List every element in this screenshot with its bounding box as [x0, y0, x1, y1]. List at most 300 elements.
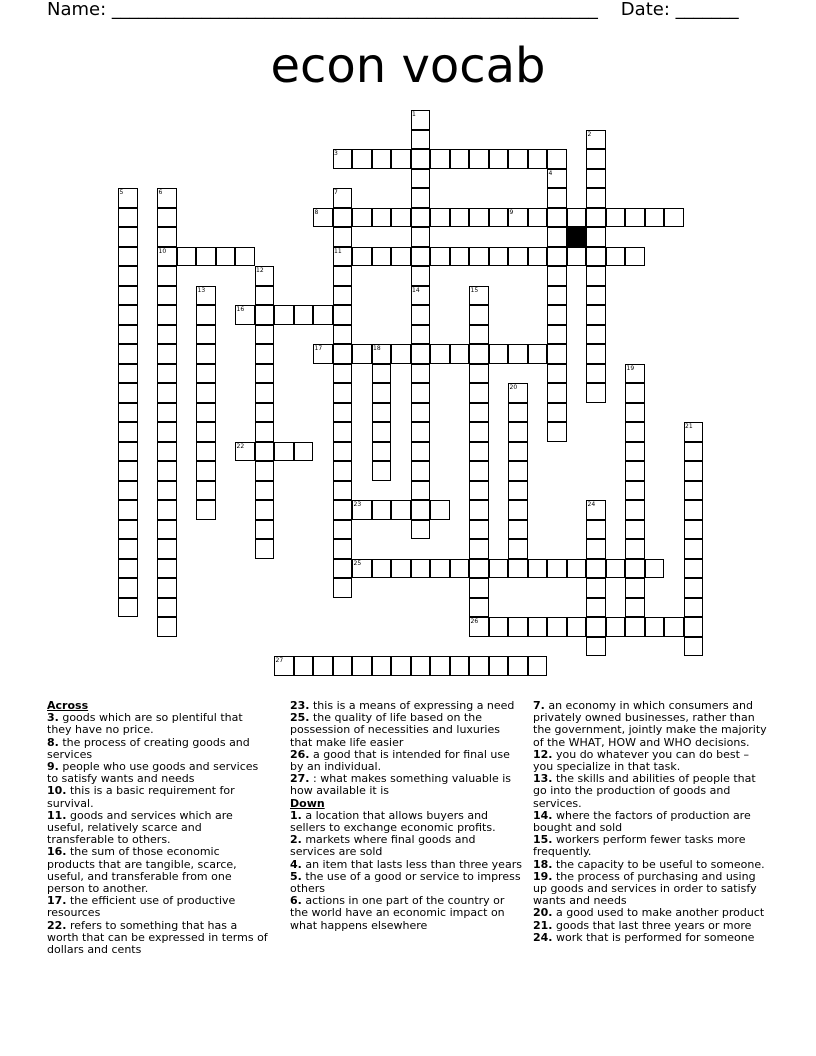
- crossword-cell[interactable]: [255, 325, 275, 345]
- crossword-cell[interactable]: [508, 344, 528, 364]
- clue-text: goods that last three years or more: [552, 918, 752, 932]
- crossword-cell[interactable]: [372, 422, 392, 442]
- crossword-cell[interactable]: [586, 266, 606, 286]
- crossword-cell[interactable]: [508, 442, 528, 462]
- crossword-cell[interactable]: [411, 364, 431, 384]
- crossword-cell[interactable]: [118, 227, 138, 247]
- crossword-cell[interactable]: [255, 481, 275, 501]
- crossword-cell[interactable]: [255, 461, 275, 481]
- crossword-cell[interactable]: [157, 208, 177, 228]
- crossword-cell[interactable]: [586, 598, 606, 618]
- crossword-cell[interactable]: [547, 266, 567, 286]
- crossword-cell[interactable]: [528, 247, 548, 267]
- crossword-cell[interactable]: [450, 344, 470, 364]
- crossword-cell[interactable]: [411, 169, 431, 189]
- crossword-cell[interactable]: [606, 247, 626, 267]
- crossword-cell[interactable]: [586, 344, 606, 364]
- crossword-cell[interactable]: [333, 461, 353, 481]
- crossword-cell[interactable]: [684, 578, 704, 598]
- crossword-cell[interactable]: [157, 598, 177, 618]
- crossword-cell[interactable]: [411, 500, 431, 520]
- crossword-cell[interactable]: [157, 617, 177, 637]
- crossword-cell[interactable]: [118, 442, 138, 462]
- crossword-cell[interactable]: [411, 383, 431, 403]
- crossword-cell[interactable]: [586, 247, 606, 267]
- crossword-cell[interactable]: [333, 520, 353, 540]
- crossword-cell[interactable]: [333, 266, 353, 286]
- crossword-cell[interactable]: [411, 344, 431, 364]
- crossword-cell[interactable]: [255, 344, 275, 364]
- crossword-cell[interactable]: [313, 656, 333, 676]
- crossword-cell[interactable]: [430, 559, 450, 579]
- crossword-cell[interactable]: [411, 208, 431, 228]
- crossword-cell[interactable]: [333, 227, 353, 247]
- crossword-cell[interactable]: [469, 149, 489, 169]
- crossword-cell[interactable]: [196, 383, 216, 403]
- crossword-cell[interactable]: [177, 247, 197, 267]
- crossword-cell[interactable]: [586, 325, 606, 345]
- crossword-cell[interactable]: [430, 208, 450, 228]
- crossword-cell[interactable]: [372, 403, 392, 423]
- crossword-cell[interactable]: [547, 344, 567, 364]
- crossword-cell[interactable]: [508, 520, 528, 540]
- crossword-cell[interactable]: [333, 383, 353, 403]
- crossword-cell[interactable]: [645, 559, 665, 579]
- crossword-cell[interactable]: [157, 227, 177, 247]
- clue-item: [290, 895, 522, 932]
- crossword-cell[interactable]: [508, 539, 528, 559]
- crossword-cell[interactable]: [547, 305, 567, 325]
- crossword-cell[interactable]: [547, 149, 567, 169]
- crossword-cell[interactable]: [645, 208, 665, 228]
- crossword-cell[interactable]: [469, 403, 489, 423]
- crossword-cell[interactable]: [157, 500, 177, 520]
- crossword-cell[interactable]: [586, 227, 606, 247]
- crossword-cell[interactable]: [391, 149, 411, 169]
- crossword-cell[interactable]: [684, 598, 704, 618]
- crossword-cell[interactable]: [528, 344, 548, 364]
- crossword-cell[interactable]: [255, 500, 275, 520]
- crossword-cell[interactable]: [625, 598, 645, 618]
- crossword-cell[interactable]: [411, 403, 431, 423]
- crossword-cell[interactable]: [411, 325, 431, 345]
- crossword-cell[interactable]: [411, 305, 431, 325]
- crossword-cell[interactable]: [528, 208, 548, 228]
- crossword-cell[interactable]: [216, 247, 236, 267]
- crossword-cell[interactable]: [372, 364, 392, 384]
- clue-number: 18.: [533, 857, 553, 871]
- crossword-cell[interactable]: [157, 559, 177, 579]
- crossword-cell[interactable]: [508, 422, 528, 442]
- crossword-cell[interactable]: [157, 383, 177, 403]
- crossword-cell[interactable]: [196, 481, 216, 501]
- crossword-cell[interactable]: [586, 637, 606, 657]
- crossword-cell[interactable]: [469, 247, 489, 267]
- crossword-cell[interactable]: [118, 247, 138, 267]
- crossword-cell[interactable]: [430, 247, 450, 267]
- crossword-cell[interactable]: [684, 442, 704, 462]
- crossword-cell[interactable]: [157, 344, 177, 364]
- crossword-cell[interactable]: [469, 442, 489, 462]
- crossword-cell[interactable]: [333, 656, 353, 676]
- crossword-cell[interactable]: [625, 520, 645, 540]
- crossword-cell[interactable]: [625, 481, 645, 501]
- crossword-cell[interactable]: [255, 403, 275, 423]
- crossword-cell[interactable]: [567, 247, 587, 267]
- crossword-cell[interactable]: [157, 539, 177, 559]
- crossword-cell[interactable]: [469, 481, 489, 501]
- crossword-cell[interactable]: [547, 617, 567, 637]
- crossword-cell[interactable]: [118, 578, 138, 598]
- crossword-cell[interactable]: [586, 208, 606, 228]
- crossword-cell[interactable]: [411, 559, 431, 579]
- crossword-cell[interactable]: [118, 539, 138, 559]
- crossword-cell[interactable]: [625, 442, 645, 462]
- crossword-cell[interactable]: [391, 559, 411, 579]
- crossword-cell[interactable]: [196, 442, 216, 462]
- crossword-cell[interactable]: [489, 149, 509, 169]
- crossword-cell[interactable]: [274, 442, 294, 462]
- crossword-cell[interactable]: [547, 286, 567, 306]
- crossword-cell[interactable]: [411, 461, 431, 481]
- crossword-cell[interactable]: [411, 149, 431, 169]
- crossword-cell[interactable]: [450, 149, 470, 169]
- crossword-cell[interactable]: [625, 539, 645, 559]
- crossword-cell[interactable]: [352, 208, 372, 228]
- crossword-cell[interactable]: [391, 500, 411, 520]
- crossword-cell[interactable]: [333, 305, 353, 325]
- crossword-cell[interactable]: [586, 520, 606, 540]
- crossword-cell[interactable]: [469, 422, 489, 442]
- crossword-cell[interactable]: [255, 520, 275, 540]
- crossword-cell[interactable]: [333, 500, 353, 520]
- crossword-cell[interactable]: [255, 422, 275, 442]
- crossword-cell[interactable]: [625, 500, 645, 520]
- crossword-cell[interactable]: [586, 539, 606, 559]
- crossword-cell[interactable]: [586, 364, 606, 384]
- crossword-cell[interactable]: [118, 208, 138, 228]
- crossword-cell[interactable]: [489, 247, 509, 267]
- crossword-cell[interactable]: [684, 500, 704, 520]
- crossword-cell[interactable]: [255, 442, 275, 462]
- crossword-cell[interactable]: [118, 305, 138, 325]
- crossword-cell[interactable]: [157, 403, 177, 423]
- crossword-cell[interactable]: [684, 481, 704, 501]
- crossword-cell[interactable]: [625, 208, 645, 228]
- crossword-cell[interactable]: [450, 208, 470, 228]
- crossword-cell[interactable]: [118, 266, 138, 286]
- crossword-cell[interactable]: [372, 247, 392, 267]
- crossword-cell[interactable]: [606, 559, 626, 579]
- crossword-cell[interactable]: [333, 578, 353, 598]
- crossword-cell[interactable]: [157, 442, 177, 462]
- crossword-cell[interactable]: [196, 325, 216, 345]
- crossword-cell[interactable]: [255, 383, 275, 403]
- crossword-cell[interactable]: [352, 149, 372, 169]
- crossword-cell[interactable]: [450, 247, 470, 267]
- crossword-cell[interactable]: [391, 247, 411, 267]
- crossword-cell[interactable]: [333, 364, 353, 384]
- crossword-cell[interactable]: [352, 344, 372, 364]
- crossword-cell[interactable]: [489, 208, 509, 228]
- crossword-cell[interactable]: [333, 539, 353, 559]
- crossword-cell[interactable]: [118, 500, 138, 520]
- crossword-cell[interactable]: [411, 188, 431, 208]
- crossword-cell[interactable]: [274, 305, 294, 325]
- crossword-cell[interactable]: [684, 461, 704, 481]
- clue-text: markets where final goods and services are sold: [290, 833, 476, 859]
- crossword-cell[interactable]: [411, 656, 431, 676]
- crossword-cell[interactable]: [567, 208, 587, 228]
- crossword-cell[interactable]: [372, 208, 392, 228]
- crossword-cell[interactable]: [684, 637, 704, 657]
- clue-item: [533, 871, 769, 908]
- crossword-cell[interactable]: [586, 305, 606, 325]
- crossword-cell[interactable]: [469, 305, 489, 325]
- crossword-cell[interactable]: [586, 559, 606, 579]
- crossword-cell[interactable]: [196, 500, 216, 520]
- crossword-cell[interactable]: [157, 578, 177, 598]
- clue-number: 7.: [533, 699, 545, 712]
- crossword-cell[interactable]: [489, 656, 509, 676]
- crossword-cell[interactable]: [586, 169, 606, 189]
- crossword-cell[interactable]: [235, 247, 255, 267]
- crossword-cell[interactable]: [372, 500, 392, 520]
- clue-number: 5.: [290, 869, 302, 883]
- crossword-cell[interactable]: [469, 598, 489, 618]
- crossword-cell[interactable]: [333, 344, 353, 364]
- crossword-cell[interactable]: [157, 520, 177, 540]
- crossword-cell[interactable]: [586, 578, 606, 598]
- crossword-cell[interactable]: [508, 403, 528, 423]
- crossword-cell[interactable]: [255, 364, 275, 384]
- crossword-cell[interactable]: [547, 325, 567, 345]
- crossword-cell[interactable]: [547, 188, 567, 208]
- crossword-cell[interactable]: [684, 559, 704, 579]
- crossword-cell[interactable]: [157, 461, 177, 481]
- crossword-cell[interactable]: [372, 442, 392, 462]
- crossword-cell[interactable]: [547, 403, 567, 423]
- crossword-cell[interactable]: [450, 656, 470, 676]
- crossword-cell[interactable]: [469, 520, 489, 540]
- clue-item: [290, 749, 522, 773]
- crossword-cell[interactable]: [625, 559, 645, 579]
- crossword-cell[interactable]: [118, 422, 138, 442]
- crossword-cell[interactable]: [469, 208, 489, 228]
- crossword-cell[interactable]: [411, 130, 431, 150]
- crossword-cell[interactable]: [606, 208, 626, 228]
- crossword-cell[interactable]: [586, 286, 606, 306]
- clue-number-label: 20: [509, 384, 518, 391]
- crossword-cell[interactable]: [294, 305, 314, 325]
- crossword-cell[interactable]: [333, 481, 353, 501]
- crossword-cell[interactable]: [372, 383, 392, 403]
- crossword-cell[interactable]: [625, 578, 645, 598]
- crossword-cell[interactable]: [157, 266, 177, 286]
- crossword-cell[interactable]: [508, 247, 528, 267]
- crossword-cell[interactable]: [508, 500, 528, 520]
- crossword-cell[interactable]: [411, 266, 431, 286]
- crossword-cell[interactable]: [469, 383, 489, 403]
- crossword-cell[interactable]: [508, 461, 528, 481]
- crossword-cell[interactable]: [508, 481, 528, 501]
- crossword-cell[interactable]: [684, 539, 704, 559]
- clue-item: [290, 810, 522, 834]
- crossword-cell[interactable]: [255, 539, 275, 559]
- crossword-cell[interactable]: [469, 578, 489, 598]
- crossword-cell[interactable]: [372, 559, 392, 579]
- crossword-cell[interactable]: [606, 617, 626, 637]
- crossword-cell[interactable]: [469, 656, 489, 676]
- clue-number-label: 13: [197, 286, 206, 294]
- crossword-cell[interactable]: [547, 364, 567, 384]
- crossword-cell[interactable]: [118, 598, 138, 618]
- crossword-cell[interactable]: [586, 188, 606, 208]
- crossword-cell[interactable]: [118, 286, 138, 306]
- crossword-cell[interactable]: [352, 656, 372, 676]
- crossword-cell[interactable]: [157, 286, 177, 306]
- crossword-cell[interactable]: [567, 559, 587, 579]
- crossword-cell[interactable]: [391, 656, 411, 676]
- crossword-cell[interactable]: [430, 500, 450, 520]
- crossword-cell[interactable]: [625, 461, 645, 481]
- crossword-cell[interactable]: [547, 227, 567, 247]
- crossword-cell[interactable]: [118, 364, 138, 384]
- crossword-cell[interactable]: [586, 149, 606, 169]
- clue-number-label: 6: [158, 189, 163, 196]
- crossword-cell[interactable]: [528, 149, 548, 169]
- crossword-cell[interactable]: [157, 481, 177, 501]
- crossword-cell[interactable]: [469, 539, 489, 559]
- crossword-cell[interactable]: [372, 656, 392, 676]
- crossword-cell[interactable]: [118, 559, 138, 579]
- crossword-cell[interactable]: [411, 520, 431, 540]
- crossword-cell[interactable]: [391, 208, 411, 228]
- crossword-cell[interactable]: [372, 461, 392, 481]
- crossword-cell[interactable]: [157, 325, 177, 345]
- crossword-cell[interactable]: [196, 461, 216, 481]
- clue-number-label: 16: [236, 306, 245, 313]
- clue-number-label: 5: [119, 189, 124, 196]
- crossword-cell[interactable]: [430, 656, 450, 676]
- crossword-cell[interactable]: [118, 403, 138, 423]
- clue-item: [533, 700, 769, 749]
- crossword-cell[interactable]: [294, 442, 314, 462]
- crossword-cell[interactable]: [547, 422, 567, 442]
- crossword-cell[interactable]: [684, 617, 704, 637]
- crossword-cell[interactable]: [333, 208, 353, 228]
- crossword-cell[interactable]: [625, 247, 645, 267]
- crossword-cell[interactable]: [372, 149, 392, 169]
- crossword-cell[interactable]: [684, 520, 704, 540]
- crossword-cell[interactable]: [118, 325, 138, 345]
- crossword-cell[interactable]: [157, 364, 177, 384]
- crossword-cell[interactable]: [157, 305, 177, 325]
- crossword-cell[interactable]: [645, 617, 665, 637]
- crossword-cell[interactable]: [508, 149, 528, 169]
- crossword-cell[interactable]: [528, 559, 548, 579]
- crossword-cell[interactable]: [118, 344, 138, 364]
- crossword-cell[interactable]: [508, 656, 528, 676]
- crossword-cell[interactable]: [411, 247, 431, 267]
- crossword-cell[interactable]: [547, 208, 567, 228]
- crossword-cell[interactable]: [469, 559, 489, 579]
- crossword-cell[interactable]: [196, 422, 216, 442]
- crossword-cell[interactable]: [664, 208, 684, 228]
- crossword-cell[interactable]: [196, 364, 216, 384]
- crossword-cell[interactable]: [489, 617, 509, 637]
- crossword-cell[interactable]: [508, 617, 528, 637]
- clue-text: the process of creating goods and services: [47, 735, 250, 761]
- crossword-cell[interactable]: [118, 520, 138, 540]
- crossword-cell[interactable]: [489, 344, 509, 364]
- crossword-cell[interactable]: [489, 559, 509, 579]
- crossword-cell[interactable]: [450, 559, 470, 579]
- crossword-cell[interactable]: [625, 383, 645, 403]
- crossword-cell[interactable]: [333, 559, 353, 579]
- crossword-cell[interactable]: [528, 656, 548, 676]
- crossword-cell[interactable]: [333, 422, 353, 442]
- crossword-cell[interactable]: [333, 325, 353, 345]
- crossword-cell[interactable]: [333, 403, 353, 423]
- crossword-cell[interactable]: [157, 422, 177, 442]
- crossword-cell[interactable]: [255, 305, 275, 325]
- crossword-cell[interactable]: [196, 344, 216, 364]
- crossword-cell[interactable]: [469, 325, 489, 345]
- crossword-cell[interactable]: [333, 286, 353, 306]
- crossword-cell[interactable]: [547, 383, 567, 403]
- crossword-cell[interactable]: [391, 344, 411, 364]
- crossword-cell[interactable]: [411, 422, 431, 442]
- clue-number: 21.: [533, 918, 553, 932]
- crossword-cell[interactable]: [196, 247, 216, 267]
- crossword-cell[interactable]: [411, 227, 431, 247]
- crossword-cell[interactable]: [255, 286, 275, 306]
- crossword-cell[interactable]: [586, 617, 606, 637]
- crossword-cell[interactable]: [547, 247, 567, 267]
- crossword-cell[interactable]: [469, 500, 489, 520]
- crossword-cell[interactable]: [508, 559, 528, 579]
- crossword-cell[interactable]: [469, 461, 489, 481]
- crossword-cell[interactable]: [333, 442, 353, 462]
- crossword-cell[interactable]: [528, 617, 548, 637]
- crossword-cell[interactable]: [469, 364, 489, 384]
- crossword-cell[interactable]: [664, 617, 684, 637]
- crossword-cell[interactable]: [118, 461, 138, 481]
- crossword-cell[interactable]: [411, 481, 431, 501]
- crossword-cell[interactable]: [547, 559, 567, 579]
- name-blank[interactable]: ______________________________________________________: [111, 0, 598, 20]
- crossword-cell[interactable]: [196, 403, 216, 423]
- crossword-cell[interactable]: [625, 422, 645, 442]
- crossword-cell[interactable]: [118, 383, 138, 403]
- clue-text: actions in one part of the country or the world have an economic impact on what happens elsewhere: [290, 894, 505, 932]
- crossword-cell[interactable]: [567, 617, 587, 637]
- crossword-cell[interactable]: [294, 656, 314, 676]
- crossword-cell[interactable]: [313, 305, 333, 325]
- crossword-cell[interactable]: [430, 149, 450, 169]
- crossword-cell[interactable]: [352, 247, 372, 267]
- crossword-cell[interactable]: [196, 305, 216, 325]
- crossword-cell[interactable]: [118, 481, 138, 501]
- crossword-cell[interactable]: [586, 383, 606, 403]
- crossword-cell[interactable]: [469, 344, 489, 364]
- crossword-cell[interactable]: [411, 442, 431, 462]
- date-blank[interactable]: _______: [675, 0, 739, 20]
- crossword-cell[interactable]: [430, 344, 450, 364]
- crossword-cell[interactable]: [625, 403, 645, 423]
- crossword-cell[interactable]: [625, 617, 645, 637]
